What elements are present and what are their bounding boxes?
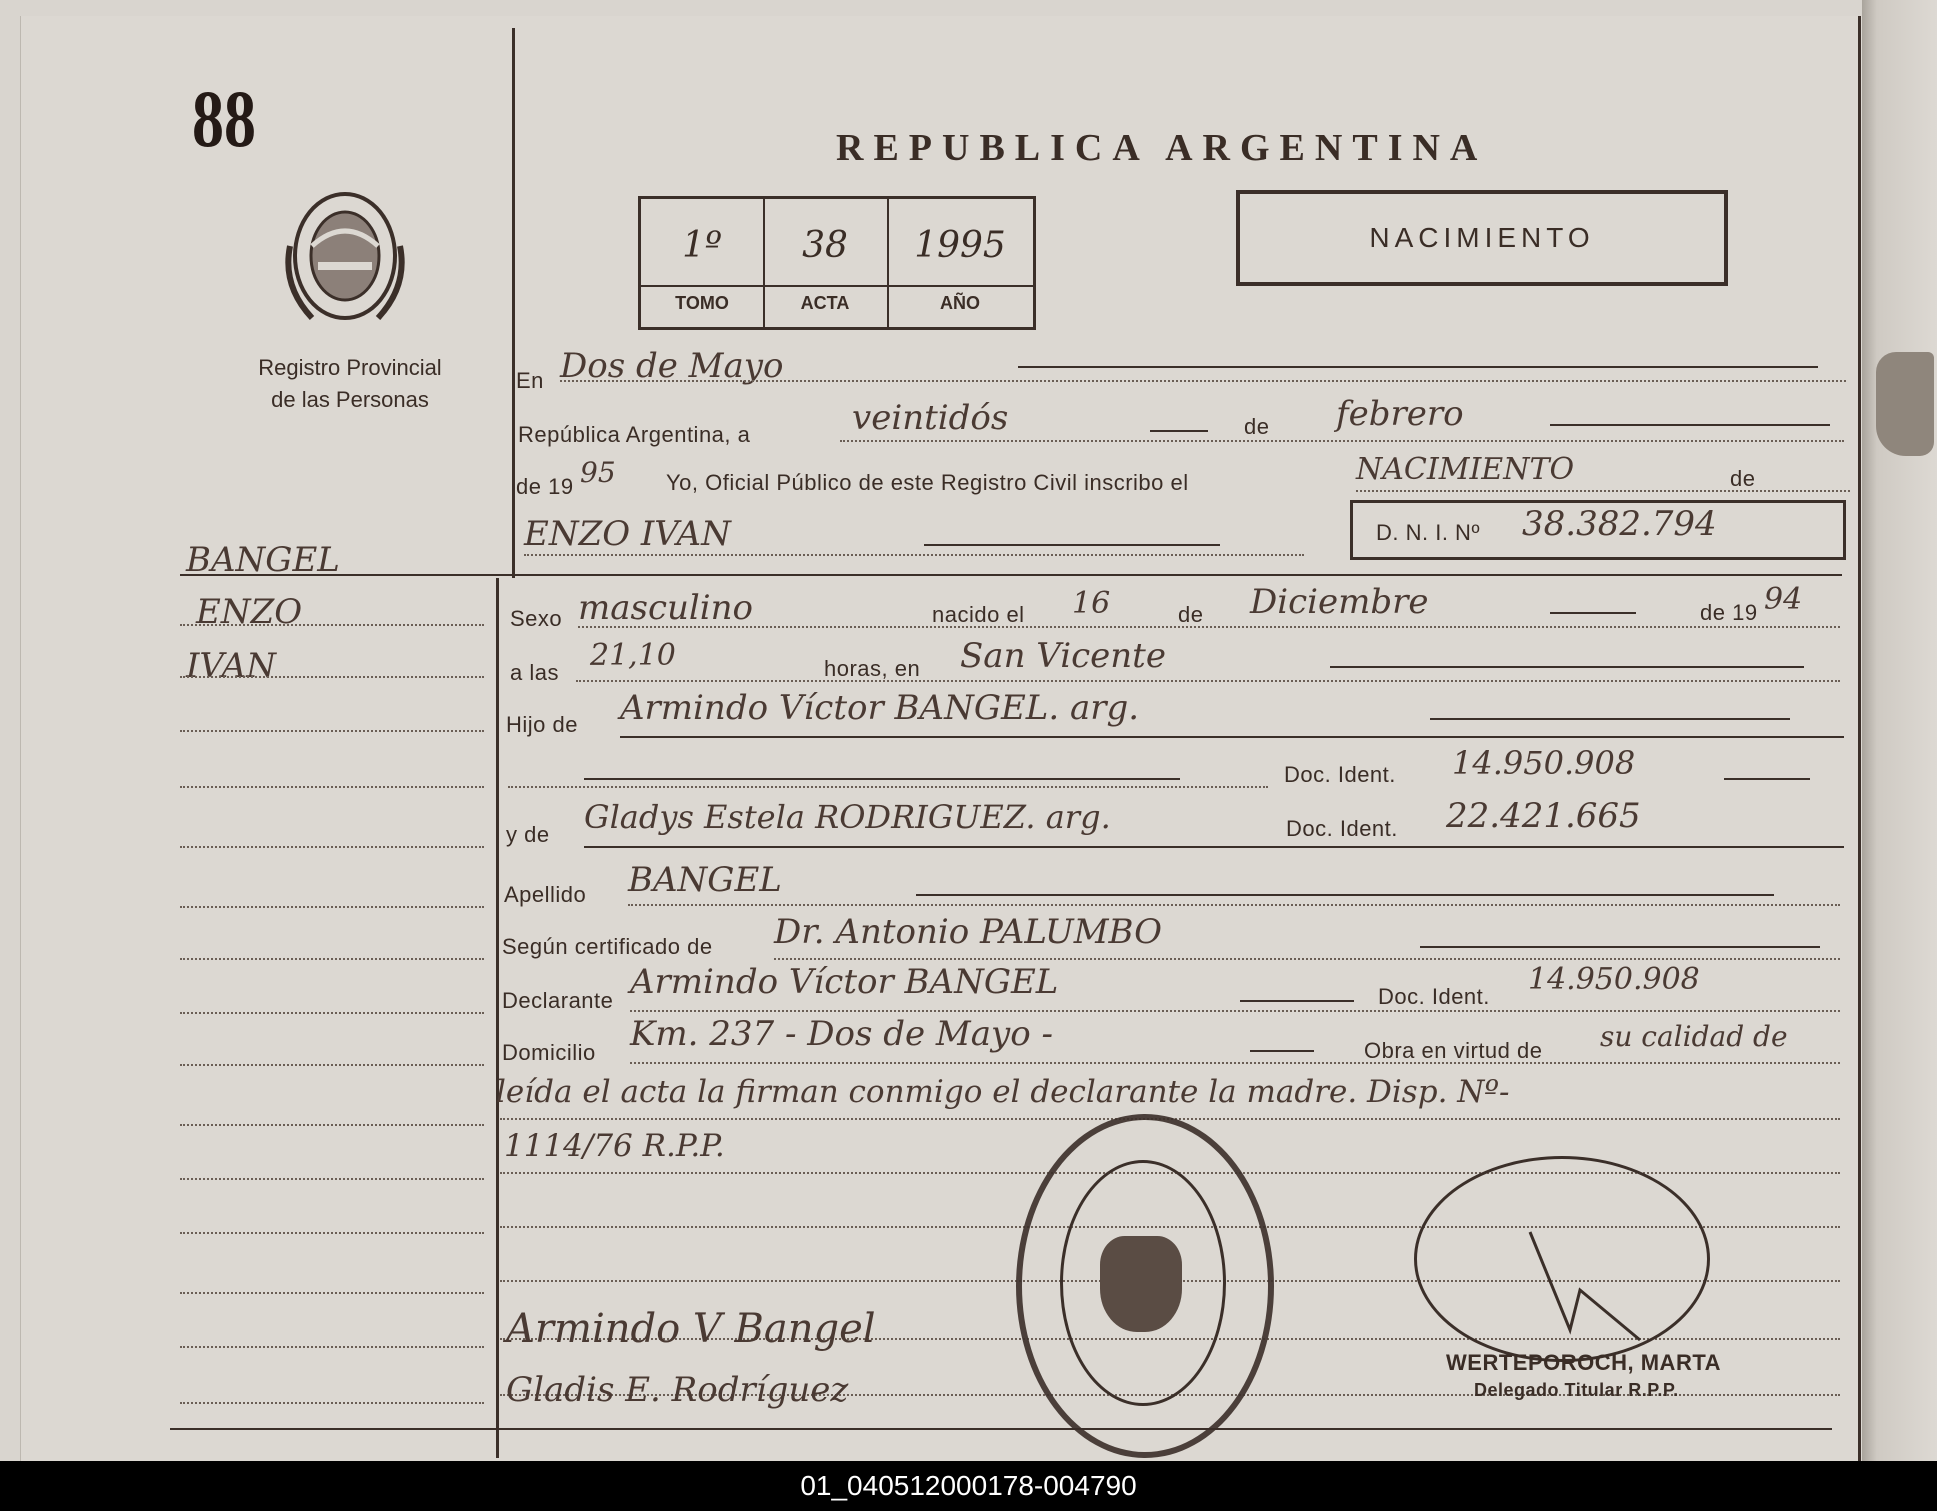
value-declarante: Armindo Víctor BANGEL xyxy=(630,962,1059,1002)
rule-mes xyxy=(1550,424,1830,426)
value-anio: 95 xyxy=(580,456,616,489)
value-dia: veintidós xyxy=(852,398,1009,438)
rule-en xyxy=(560,380,1846,382)
column-divider xyxy=(496,578,499,1458)
value-domicilio: Km. 237 - Dos de Mayo - xyxy=(630,1014,1053,1054)
label-de19: de 19 xyxy=(516,474,574,499)
rule-domicilio xyxy=(1250,1050,1314,1052)
book-table-divider xyxy=(641,285,1033,287)
label-de2: de xyxy=(1730,466,1756,491)
label-oficial: Yo, Oficial Público de este Registro Civil inscribo el xyxy=(666,470,1189,495)
margin-rule xyxy=(180,1346,484,1348)
margin-rule xyxy=(180,624,484,626)
margin-rule xyxy=(180,1402,484,1404)
rule-doc1-solid xyxy=(584,778,1180,780)
acta-header: ACTA xyxy=(800,293,850,313)
right-border xyxy=(1858,16,1861,1461)
value-doc-padre: 14.950.908 xyxy=(1452,744,1636,782)
rule-dia xyxy=(1150,430,1208,432)
value-mes: febrero xyxy=(1336,394,1464,434)
value-nota1: leída el acta la firman conmigo el declarante la madre. Disp. Nº- xyxy=(496,1074,1510,1110)
registry-name xyxy=(200,352,500,416)
rule-doc1-left xyxy=(508,786,1268,788)
rule-declarante xyxy=(1240,1000,1354,1002)
country-title: REPUBLICA ARGENTINA xyxy=(836,127,1488,169)
record-type-box: NACIMIENTO xyxy=(1236,190,1728,286)
rule-republica xyxy=(840,440,1844,442)
value-madre: Gladys Estela RODRIGUEZ. arg. xyxy=(584,798,1111,836)
value-dia-nac: 16 xyxy=(1072,586,1111,621)
rule-mes-nac xyxy=(1550,612,1636,614)
margin-rule xyxy=(180,958,484,960)
registry-line1: Registro Provincial xyxy=(258,355,442,380)
label-segun: Según certificado de xyxy=(502,934,713,959)
tomo-value: 1º xyxy=(682,225,722,266)
label-de19b: de 19 xyxy=(1700,600,1758,625)
tomo-header: TOMO xyxy=(675,293,729,313)
label-de3: de xyxy=(1178,602,1204,627)
rule-yde xyxy=(584,846,1844,848)
value-acto: NACIMIENTO xyxy=(1356,452,1575,487)
label-obra: Obra en virtud de xyxy=(1364,1038,1543,1063)
margin-rule xyxy=(180,1124,484,1126)
rule-apellido xyxy=(916,894,1774,896)
rule-doc1-right xyxy=(1724,778,1810,780)
value-lugar: San Vicente xyxy=(960,636,1166,676)
margin-rule xyxy=(180,730,484,732)
rule-en-solid xyxy=(1018,366,1818,368)
label-declarante: Declarante xyxy=(502,988,614,1013)
value-dni: 38.382.794 xyxy=(1522,504,1717,544)
bottom-line xyxy=(170,1428,1832,1430)
book-edge xyxy=(1862,0,1937,1461)
page-tab xyxy=(1876,352,1934,456)
section-line xyxy=(180,574,1842,576)
margin-name1: ENZO xyxy=(196,592,303,632)
value-nombre: ENZO IVAN xyxy=(524,514,731,554)
registry-line2: de las Personas xyxy=(271,387,429,412)
value-doc-madre: 22.421.665 xyxy=(1446,796,1641,836)
column-divider xyxy=(512,28,515,578)
label-sexo: Sexo xyxy=(510,606,563,631)
rule-domicilio-dots xyxy=(630,1062,1840,1064)
label-hijo: Hijo de xyxy=(506,712,578,737)
value-nota2: 1114/76 R.P.P. xyxy=(504,1128,725,1164)
margin-rule xyxy=(180,676,484,678)
rule-sexo xyxy=(578,626,1840,628)
anio-value: 1995 xyxy=(914,225,1006,266)
margin-rule xyxy=(180,1292,484,1294)
label-doc2: Doc. Ident. xyxy=(1286,816,1398,841)
image-id-bar: 01_040512000178-004790 xyxy=(0,1461,1937,1511)
label-domicilio: Domicilio xyxy=(502,1040,596,1065)
rule-hijo xyxy=(620,736,1844,738)
margin-rule xyxy=(180,786,484,788)
rule-alas xyxy=(576,680,1840,682)
label-dni: D. N. I. Nº xyxy=(1376,520,1480,545)
value-obra: su calidad de xyxy=(1600,1020,1788,1053)
page-number: 88 xyxy=(192,73,256,164)
margin-rule xyxy=(180,1012,484,1014)
margin-rule xyxy=(180,906,484,908)
margin-rule xyxy=(180,1178,484,1180)
label-de: de xyxy=(1244,414,1270,439)
margin-rule xyxy=(180,1232,484,1234)
rule-padre xyxy=(1430,718,1790,720)
value-padre: Armindo Víctor BANGEL. arg. xyxy=(620,688,1140,728)
margin-rule xyxy=(180,1064,484,1066)
label-apellido: Apellido xyxy=(504,882,587,907)
rule-medico xyxy=(1420,946,1820,948)
value-apellido: BANGEL xyxy=(628,860,782,900)
value-anio-nac: 94 xyxy=(1764,582,1803,617)
official-name: WERTEPOROCH, MARTA xyxy=(1446,1350,1722,1375)
rule-declarante-dots xyxy=(630,1010,1840,1012)
label-en: En xyxy=(516,368,544,393)
rule-nombre-dots xyxy=(524,554,1304,556)
value-sexo: masculino xyxy=(578,588,754,628)
anio-header: AÑO xyxy=(940,293,980,313)
value-doc-decl: 14.950.908 xyxy=(1528,962,1700,997)
label-republica: República Argentina, a xyxy=(518,422,751,447)
margin-rule xyxy=(180,846,484,848)
label-doc1: Doc. Ident. xyxy=(1284,762,1396,787)
rule-apellido-dots xyxy=(628,904,1840,906)
mother-signature: Gladis E. Rodríguez xyxy=(506,1370,849,1410)
rule-lugar xyxy=(1330,666,1804,668)
margin-name2: IVAN xyxy=(186,646,276,686)
coat-of-arms-icon xyxy=(282,186,408,332)
book-table xyxy=(638,196,1036,330)
value-medico: Dr. Antonio PALUMBO xyxy=(774,912,1163,952)
signature-stroke-icon xyxy=(1520,1230,1660,1350)
acta-value: 38 xyxy=(802,225,848,266)
value-hora: 21,10 xyxy=(590,638,676,673)
label-yde: y de xyxy=(506,822,550,847)
father-signature: Armindo V Bangel xyxy=(506,1306,876,1352)
label-horas: horas, en xyxy=(824,656,921,681)
label-doc3: Doc. Ident. xyxy=(1378,984,1490,1009)
value-localidad: Dos de Mayo xyxy=(560,346,784,386)
official-title: Delegado Titular R.P.P. xyxy=(1474,1380,1679,1400)
rule-acto xyxy=(1356,490,1850,492)
seal-crest-icon xyxy=(1100,1236,1182,1332)
label-nacido: nacido el xyxy=(932,602,1025,627)
margin-surname: BANGEL xyxy=(186,540,340,580)
value-mes-nac: Diciembre xyxy=(1250,582,1429,622)
rule-segun xyxy=(774,958,1840,960)
rule-nombre xyxy=(924,544,1220,546)
label-alas: a las xyxy=(510,660,559,685)
